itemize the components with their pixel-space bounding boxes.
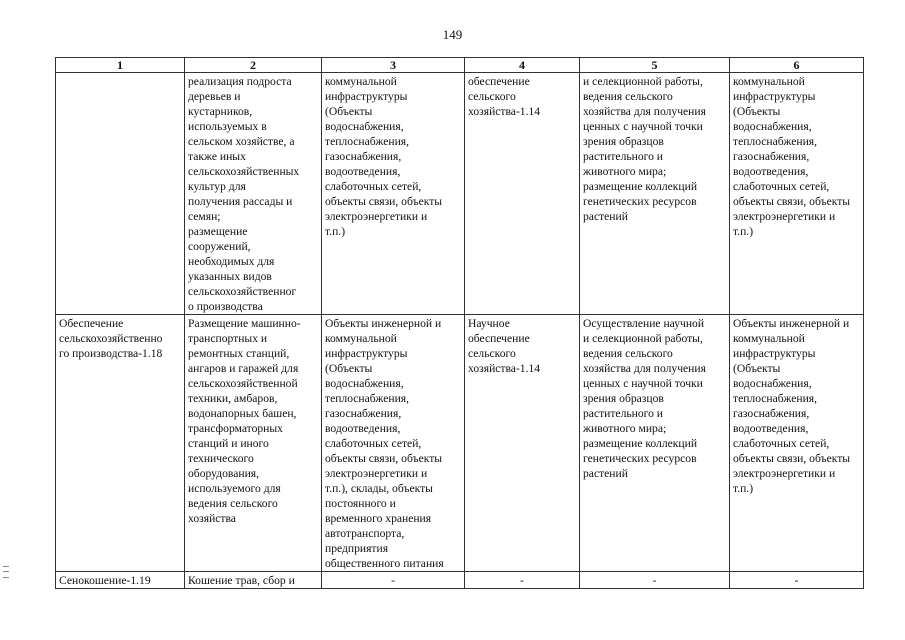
table-cell: обеспечение сельского хозяйства-1.14	[465, 73, 580, 315]
column-header-5: 5	[580, 58, 730, 73]
table-cell: -	[730, 572, 864, 589]
table-cell: реализация подроста деревьев и кустарников, используемых в сельском хозяйстве, а также иных сельскохозяйственных культур для получения рассады и семян; размещение сооружений, необходимых для указанных видов сельскохозяйственног о производства	[185, 73, 322, 315]
table-row	[56, 73, 864, 315]
column-header-4: 4	[465, 58, 580, 73]
table-cell: Объекты инженерной и коммунальной инфраструктуры (Объекты водоснабжения, теплоснабжения, газоснабжения, водоотведения, слаботочных сетей, объекты связи, объекты электроэнергетики и т.п.), склады, объекты постоянного и временного хранения автотранспорта, предприятия общественного питания	[322, 315, 465, 572]
table-cell: -	[580, 572, 730, 589]
page-number: 149	[442, 27, 463, 42]
land-use-table	[55, 57, 864, 589]
column-header-1: 1	[56, 58, 185, 73]
table-cell: Кошение трав, сбор и	[185, 572, 322, 589]
column-header-2: 2	[185, 58, 322, 73]
table-cell	[56, 73, 185, 315]
table-cell: коммунальной инфраструктуры (Объекты водоснабжения, теплоснабжения, газоснабжения, водоотведения, слаботочных сетей, объекты связи, объекты электроэнергетики и т.п.)	[322, 73, 465, 315]
table-cell: -	[322, 572, 465, 589]
table-cell: Обеспечение сельскохозяйственно го производства-1.18	[56, 315, 185, 572]
table-cell: Научное обеспечение сельского хозяйства-1.14	[465, 315, 580, 572]
table-row	[56, 315, 864, 572]
column-header-6: 6	[730, 58, 864, 73]
table-cell: -	[465, 572, 580, 589]
table-cell: и селекционной работы, ведения сельского хозяйства для получения ценных с научной точки зрения образцов растительного и животного мира; размещение коллекций генетических ресурсов растений	[580, 73, 730, 315]
table-row	[56, 572, 864, 589]
header-row	[56, 58, 864, 73]
margin-mark	[3, 566, 9, 578]
table-cell: Осуществление научной и селекционной работы, ведения сельского хозяйства для получения ценных с научной точки зрения образцов растительного и животного мира; размещение коллекций генетических ресурсов растений	[580, 315, 730, 572]
table-cell: Объекты инженерной и коммунальной инфраструктуры (Объекты водоснабжения, теплоснабжения, газоснабжения, водоотведения, слаботочных сетей, объекты связи, объекты электроэнергетики и т.п.)	[730, 315, 864, 572]
table-cell: Размещение машинно- транспортных и ремонтных станций, ангаров и гаражей для сельскохозяйственной техники, амбаров, водонапорных башен, трансформаторных станций и иного технического оборудования, используемого для ведения сельского хозяйства	[185, 315, 322, 572]
table-cell: Сенокошение-1.19	[56, 572, 185, 589]
table-cell: коммунальной инфраструктуры (Объекты водоснабжения, теплоснабжения, газоснабжения, водоотведения, слаботочных сетей, объекты связи, объекты электроэнергетики и т.п.)	[730, 73, 864, 315]
column-header-3: 3	[322, 58, 465, 73]
